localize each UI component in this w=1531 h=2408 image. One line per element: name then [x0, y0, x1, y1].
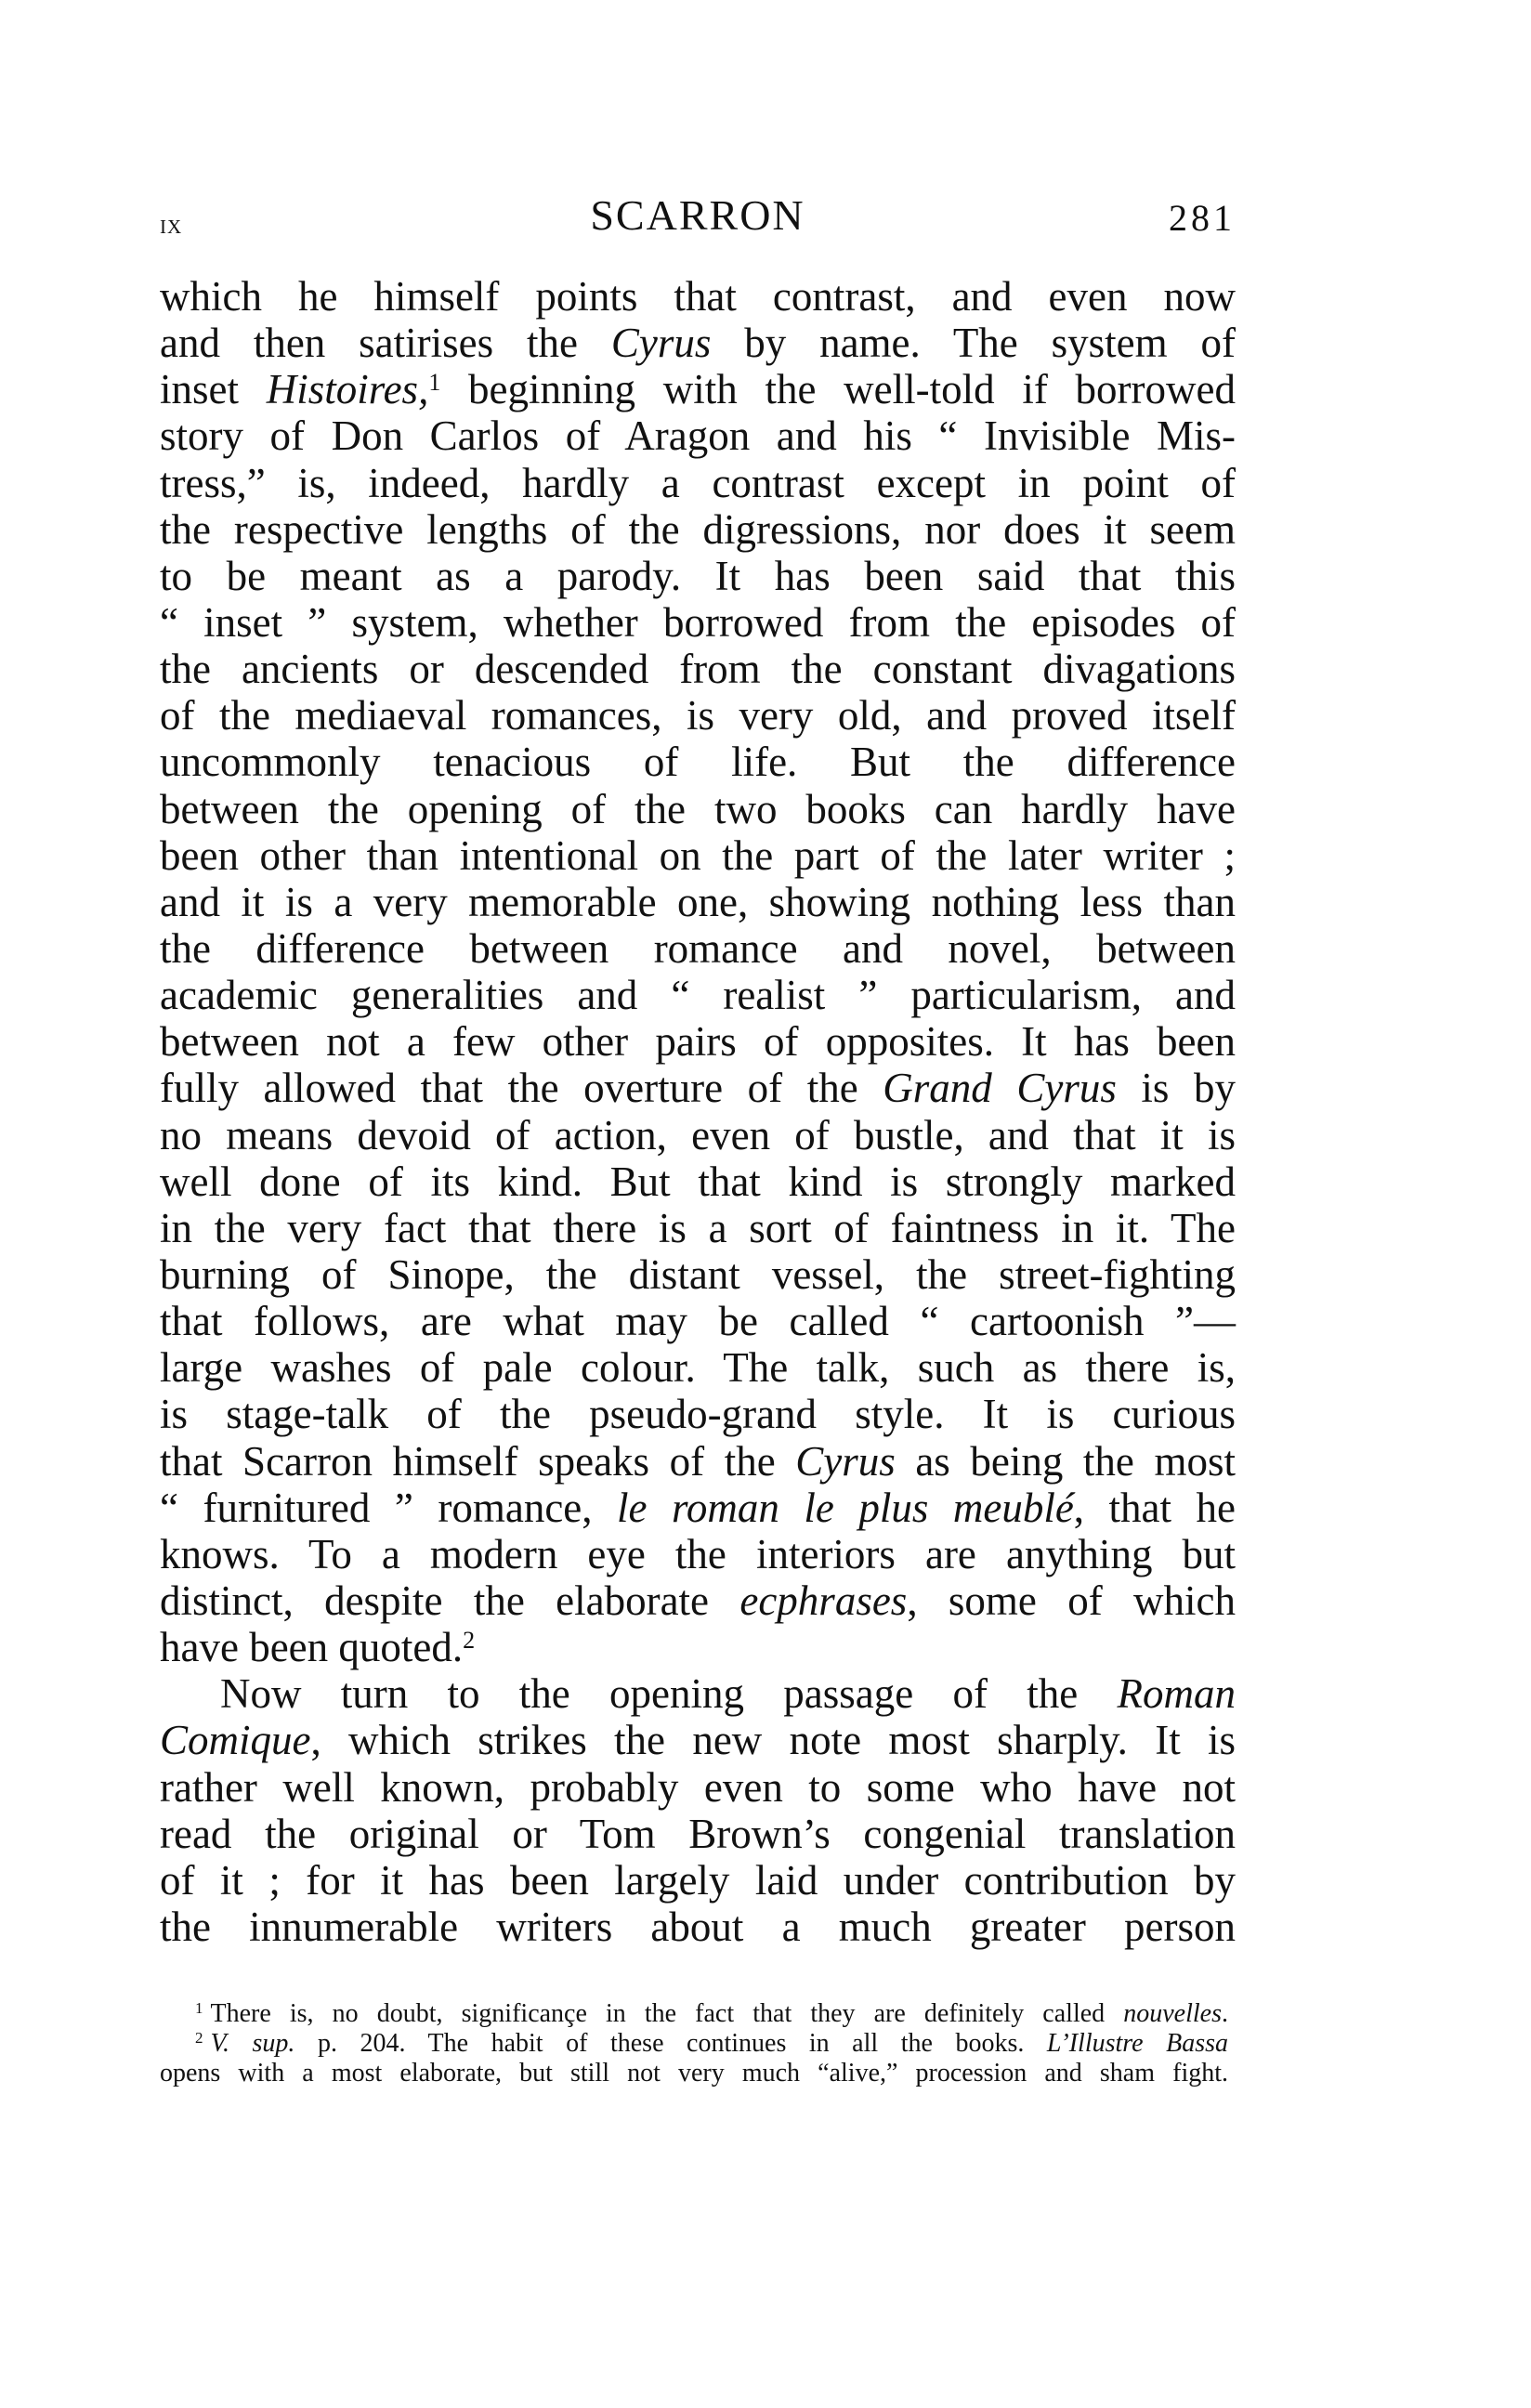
text-run: Now turn to the opening passage of the: [220, 1670, 1118, 1718]
body-line: [160, 879, 1236, 925]
body-line: [160, 1112, 1236, 1158]
body-line: [160, 832, 1236, 879]
italic-text: V. sup.: [210, 2029, 295, 2058]
text-run: which he himself points that contrast, and even now: [160, 273, 1236, 320]
italic-text: Roman: [1117, 1670, 1236, 1718]
body-line: [160, 1577, 1236, 1624]
body-line: [160, 273, 1236, 320]
body-line: [160, 599, 1236, 646]
body-line: [160, 1764, 1236, 1811]
chapter-number: ix: [160, 209, 183, 240]
footnote-reference: 2: [463, 1627, 476, 1655]
italic-text: Comique: [160, 1717, 311, 1764]
text-run: the ancients or descended from the constant divagations: [160, 646, 1236, 693]
page-number: 281: [1169, 197, 1236, 239]
footnote-reference: 2: [195, 2029, 203, 2047]
body-line: [160, 1857, 1236, 1904]
text-run: to be meant as a parody. It has been said that this: [160, 552, 1236, 599]
text-run: tress,” is, indeed, hardly a contrast except in point of: [160, 459, 1236, 506]
text-run: distinct, despite the elaborate: [160, 1577, 740, 1624]
body-line: [160, 1531, 1236, 1577]
body-line: [160, 1205, 1236, 1251]
text-run: burning of Sinope, the distant vessel, the street-fighting: [160, 1250, 1236, 1298]
italic-text: L’Illustre Bassa: [1046, 2029, 1229, 2058]
body-line: [160, 1065, 1236, 1111]
footnote-line: [160, 1999, 1228, 2029]
body-line: [160, 786, 1236, 832]
text-run: no means devoid of action, even of bustle, and that it is: [160, 1111, 1236, 1158]
text-run: in the very fact that there is a sort of faintness in it. The: [160, 1204, 1236, 1251]
text-run: , some of which: [907, 1577, 1236, 1624]
text-run: as being the most: [895, 1437, 1236, 1485]
text-run: There is, no doubt, significançe in the fact that they are definitely called: [210, 1999, 1124, 2028]
footnote-reference: 1: [195, 1999, 203, 2017]
text-run: opens with a most elaborate, but still not very much “alive,” procession and sham fight.: [160, 2059, 1228, 2087]
footnote-reference: 1: [428, 369, 441, 397]
text-run: inset: [160, 366, 267, 413]
body-line: [160, 506, 1236, 553]
body-text: [160, 273, 1236, 1950]
body-line: [160, 553, 1236, 599]
body-line: [160, 412, 1236, 459]
text-run: “ furnitured ” romance,: [160, 1484, 618, 1531]
text-run: by name. The system of: [711, 320, 1236, 367]
footnotes: [160, 1999, 1228, 2088]
text-run: fully allowed that the overture of the: [160, 1065, 883, 1112]
text-run: have been quoted.: [160, 1624, 464, 1671]
body-line: [160, 925, 1236, 972]
body-line: [160, 1811, 1236, 1857]
text-run: the respective lengths of the digressions, nor does it seem: [160, 505, 1236, 553]
text-run: , that he: [1073, 1484, 1236, 1531]
body-line: [160, 1391, 1236, 1437]
body-line: [160, 692, 1236, 739]
text-run: that Scarron himself speaks of the: [160, 1437, 796, 1485]
text-run: .: [1222, 1999, 1228, 2028]
italic-text: le roman le plus meublé: [617, 1484, 1074, 1531]
italic-text: Cyrus: [610, 320, 712, 367]
body-line: [160, 646, 1236, 692]
text-run: is stage-talk of the pseudo-grand style. It is curious: [160, 1391, 1236, 1438]
italic-text: ecphrases: [739, 1577, 908, 1624]
text-run: of the mediaeval romances, is very old, and proved itself: [160, 692, 1236, 739]
footnote-line: [160, 2029, 1228, 2059]
text-run: academic generalities and “ realist ” particularism, and: [160, 972, 1236, 1019]
body-line: [160, 1158, 1236, 1205]
text-run: uncommonly tenacious of life. But the difference: [160, 739, 1236, 786]
body-line: [160, 1438, 1236, 1485]
italic-text: nouvelles: [1123, 1999, 1222, 2028]
text-run: story of Don Carlos of Aragon and his “ Invisible Mis-: [160, 412, 1236, 460]
body-line: [160, 1251, 1236, 1298]
text-run: beginning with the well-told if borrowed: [440, 366, 1236, 413]
body-line: [160, 972, 1236, 1018]
italic-text: Cyrus: [795, 1437, 896, 1485]
body-line: [160, 1670, 1236, 1717]
footnote-line: [160, 2059, 1228, 2088]
text-run: between not a few other pairs of opposites. It has been: [160, 1018, 1236, 1066]
text-run: and it is a very memorable one, showing nothing less than: [160, 878, 1236, 925]
text-run: between the opening of the two books can hardly have: [160, 785, 1236, 832]
body-line: [160, 1624, 1236, 1670]
body-line: [160, 1485, 1236, 1531]
text-run: that follows, are what may be called “ cartoonish ”—: [160, 1298, 1236, 1345]
text-run: is by: [1116, 1065, 1236, 1112]
text-run: large washes of pale colour. The talk, such as there is,: [160, 1344, 1236, 1392]
running-head: [160, 190, 1236, 242]
text-run: well done of its kind. But that kind is strongly marked: [160, 1158, 1236, 1205]
text-run: rather well known, probably even to some who have not: [160, 1763, 1236, 1811]
italic-text: Grand Cyrus: [883, 1065, 1117, 1112]
text-run: of it ; for it has been largely laid under contribution by: [160, 1856, 1236, 1904]
text-run: knows. To a modern eye the interiors are anything but: [160, 1530, 1236, 1577]
body-line: [160, 1904, 1236, 1950]
running-title: SCARRON: [590, 191, 805, 239]
text-run: the innumerable writers about a much greater person: [160, 1903, 1236, 1950]
italic-text: Histoires,: [266, 366, 429, 413]
body-line: [160, 1717, 1236, 1763]
text-run: p. 204. The habit of these continues in all the books.: [294, 2029, 1047, 2058]
body-line: [160, 1344, 1236, 1391]
text-run: , which strikes the new note most sharply. It is: [310, 1717, 1236, 1764]
text-run: and then satirises the: [160, 320, 611, 367]
body-line: [160, 366, 1236, 412]
body-line: [160, 320, 1236, 366]
text-run: the difference between romance and novel, between: [160, 924, 1236, 972]
text-run: read the original or Tom Brown’s congenial translation: [160, 1810, 1236, 1857]
body-line: [160, 739, 1236, 785]
body-line: [160, 1298, 1236, 1344]
body-line: [160, 460, 1236, 506]
body-line: [160, 1018, 1236, 1065]
text-run: “ inset ” system, whether borrowed from the episodes of: [160, 598, 1236, 646]
text-run: been other than intentional on the part of the later writer ;: [160, 831, 1236, 879]
